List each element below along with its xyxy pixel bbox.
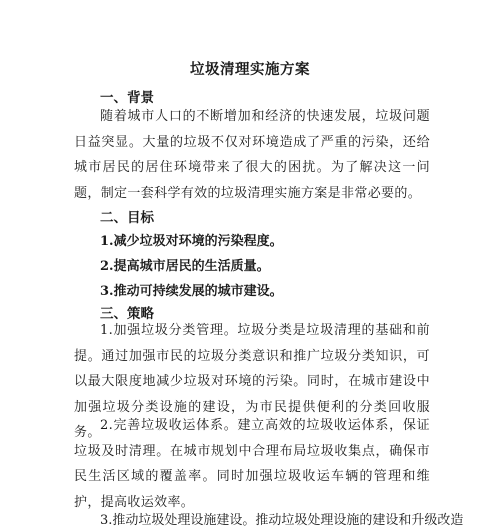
background-paragraph: 随着城市人口的不断增加和经济的快速发展，垃圾问题日益突显。大量的垃圾不仅对环境造成了严重的污染，还给城市居民的居住环境带来了很大的困扰。为了解决这一问题，制定一套科学有效的垃圾清理实施方案是非常必要的。 — [74, 109, 430, 201]
strategy-paragraph-2: 2.完善垃圾收运体系。建立高效的垃圾收运体系，保证垃圾及时清理。在城市规划中合理布局垃圾收集点，确保市民生活区域的覆盖率。同时加强垃圾收运车辆的管理和维护，提高收运效率。 — [74, 418, 430, 510]
goal-item-1: 1.减少垃圾对环境的污染程度。 — [100, 234, 283, 249]
section-heading-background: 一、背景 — [100, 90, 154, 106]
strategy-paragraph-1: 1.加强垃圾分类管理。垃圾分类是垃圾清理的基础和前提。通过加强市民的垃圾分类意识和推广垃圾分类知识，可以最大限度地减少垃圾对环境的污染。同时，在城市建设中加强垃圾分类设施的建设，为市民提供便利的分类回收服务。 — [74, 323, 430, 441]
goal-item-2: 2.提高城市居民的生活质量。 — [100, 259, 270, 274]
goal-item-3: 3.推动可持续发展的城市建设。 — [100, 284, 283, 299]
section-heading-strategy: 三、策略 — [100, 306, 154, 322]
section-heading-goals: 二、目标 — [100, 210, 154, 226]
document-title: 垃圾清理实施方案 — [190, 61, 310, 78]
strategy-cut-off-line: 3.推动垃圾处理设施建设。推动垃圾处理设施的建设和升级改造 — [100, 513, 464, 528]
